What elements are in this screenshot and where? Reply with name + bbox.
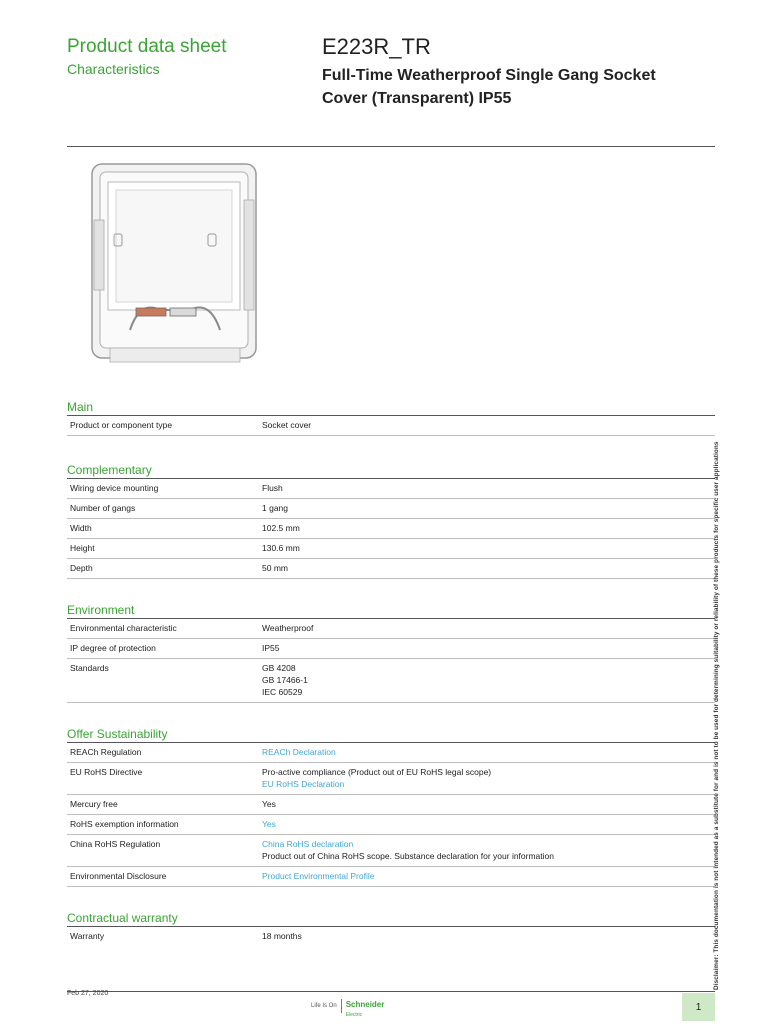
value-line: IP55 bbox=[262, 643, 280, 653]
value-line: 18 months bbox=[262, 931, 302, 941]
table-row bbox=[67, 559, 715, 579]
table-row bbox=[67, 927, 715, 946]
row-value bbox=[262, 818, 715, 830]
table-row bbox=[67, 619, 715, 639]
row-label: Product or component type bbox=[70, 420, 173, 430]
table-row bbox=[67, 659, 715, 703]
row-value bbox=[262, 542, 715, 554]
table-row bbox=[67, 479, 715, 499]
eu-rohs-declaration-link[interactable]: EU RoHS Declaration bbox=[262, 779, 345, 789]
row-label: Width bbox=[70, 523, 92, 533]
row-value bbox=[262, 766, 715, 790]
china-rohs-declaration-link[interactable]: China RoHS declaration bbox=[262, 839, 354, 849]
value-line: Socket cover bbox=[262, 420, 312, 430]
value-line: 1 gang bbox=[262, 503, 288, 513]
row-label: Mercury free bbox=[70, 799, 118, 809]
row-label: China RoHS Regulation bbox=[70, 839, 161, 849]
row-label: EU RoHS Directive bbox=[70, 767, 143, 777]
row-value bbox=[262, 662, 715, 698]
section-contractual-warranty bbox=[67, 909, 715, 946]
rohs-exemption-link[interactable]: Yes bbox=[262, 819, 276, 829]
value-line: IEC 60529 bbox=[262, 687, 303, 697]
section-title: Complementary bbox=[67, 461, 715, 479]
row-value bbox=[262, 419, 715, 431]
section-title: Main bbox=[67, 398, 715, 416]
product-reference: E223R_TR bbox=[322, 34, 431, 59]
footer-date: Feb 27, 2020 bbox=[67, 990, 109, 997]
table-row bbox=[67, 416, 715, 436]
row-value bbox=[262, 522, 715, 534]
brand-wordmark bbox=[346, 994, 385, 1018]
value-line: 130.6 mm bbox=[262, 543, 300, 553]
brand-separator bbox=[341, 999, 342, 1013]
table-row bbox=[67, 743, 715, 763]
row-value bbox=[262, 562, 715, 574]
row-value bbox=[262, 798, 715, 810]
table-row bbox=[67, 763, 715, 795]
row-label: Height bbox=[70, 543, 95, 553]
brand-name: Schneider bbox=[345, 1000, 385, 1009]
page-number: 1 bbox=[682, 993, 715, 1021]
row-value bbox=[262, 838, 715, 862]
table-row bbox=[67, 835, 715, 867]
environmental-profile-link[interactable]: Product Environmental Profile bbox=[262, 871, 375, 881]
table-row bbox=[67, 539, 715, 559]
value-line: 50 mm bbox=[262, 563, 288, 573]
section-environment bbox=[67, 601, 715, 703]
row-label: REACh Regulation bbox=[70, 747, 142, 757]
row-label: Number of gangs bbox=[70, 503, 136, 513]
table-row bbox=[67, 499, 715, 519]
row-value bbox=[262, 642, 715, 654]
section-title: Environment bbox=[67, 601, 715, 619]
value-line: Flush bbox=[262, 483, 283, 493]
value-line: GB 17466-1 bbox=[262, 675, 308, 685]
sheet-title: Product data sheet bbox=[67, 36, 227, 57]
sheet-subtitle: Characteristics bbox=[67, 61, 160, 77]
header-divider bbox=[67, 146, 715, 147]
section-complementary bbox=[67, 461, 715, 579]
table-row bbox=[67, 639, 715, 659]
brand-sub: Electric bbox=[345, 1012, 363, 1018]
value-line: Pro-active compliance (Product out of EU RoHS legal scope) bbox=[262, 767, 492, 777]
section-title: Offer Sustainability bbox=[67, 725, 715, 743]
table-row bbox=[67, 867, 715, 887]
row-label: Environmental Disclosure bbox=[70, 871, 167, 881]
row-label: RoHS exemption information bbox=[70, 819, 179, 829]
row-value bbox=[262, 502, 715, 514]
row-value bbox=[262, 930, 715, 942]
characteristics-sections bbox=[67, 398, 715, 946]
value-line: 102.5 mm bbox=[262, 523, 300, 533]
disclaimer-text: Disclaimer: This documentation is not intended as a substitute for and is not to be used for determining suitability or reliability of these products for specific user applications bbox=[713, 441, 720, 990]
row-label: Depth bbox=[70, 563, 93, 573]
row-value bbox=[262, 622, 715, 634]
table-row bbox=[67, 815, 715, 835]
value-line: Yes bbox=[262, 799, 276, 809]
brand-logo bbox=[311, 996, 384, 1016]
row-label: Standards bbox=[70, 663, 109, 673]
reach-declaration-link[interactable]: REACh Declaration bbox=[262, 747, 336, 757]
row-value bbox=[262, 870, 715, 882]
product-description: Full-Time Weatherproof Single Gang Socket Cover (Transparent) IP55 bbox=[322, 67, 656, 107]
footer-divider bbox=[67, 991, 715, 992]
section-title: Contractual warranty bbox=[67, 909, 715, 927]
value-line: GB 4208 bbox=[262, 663, 296, 673]
row-value bbox=[262, 746, 715, 758]
row-label: IP degree of protection bbox=[70, 643, 156, 653]
row-label: Environmental characteristic bbox=[70, 623, 177, 633]
row-label: Warranty bbox=[70, 931, 105, 941]
value-line: Product out of China RoHS scope. Substance declaration for your information bbox=[262, 851, 554, 861]
section-offer-sustainability bbox=[67, 725, 715, 887]
section-main bbox=[67, 398, 715, 436]
brand-tagline: Life Is On bbox=[311, 1003, 337, 1009]
table-row bbox=[67, 795, 715, 815]
product-image bbox=[90, 160, 260, 370]
row-label: Wiring device mounting bbox=[70, 483, 159, 493]
table-row bbox=[67, 519, 715, 539]
value-line: Weatherproof bbox=[262, 623, 314, 633]
row-value bbox=[262, 482, 715, 494]
